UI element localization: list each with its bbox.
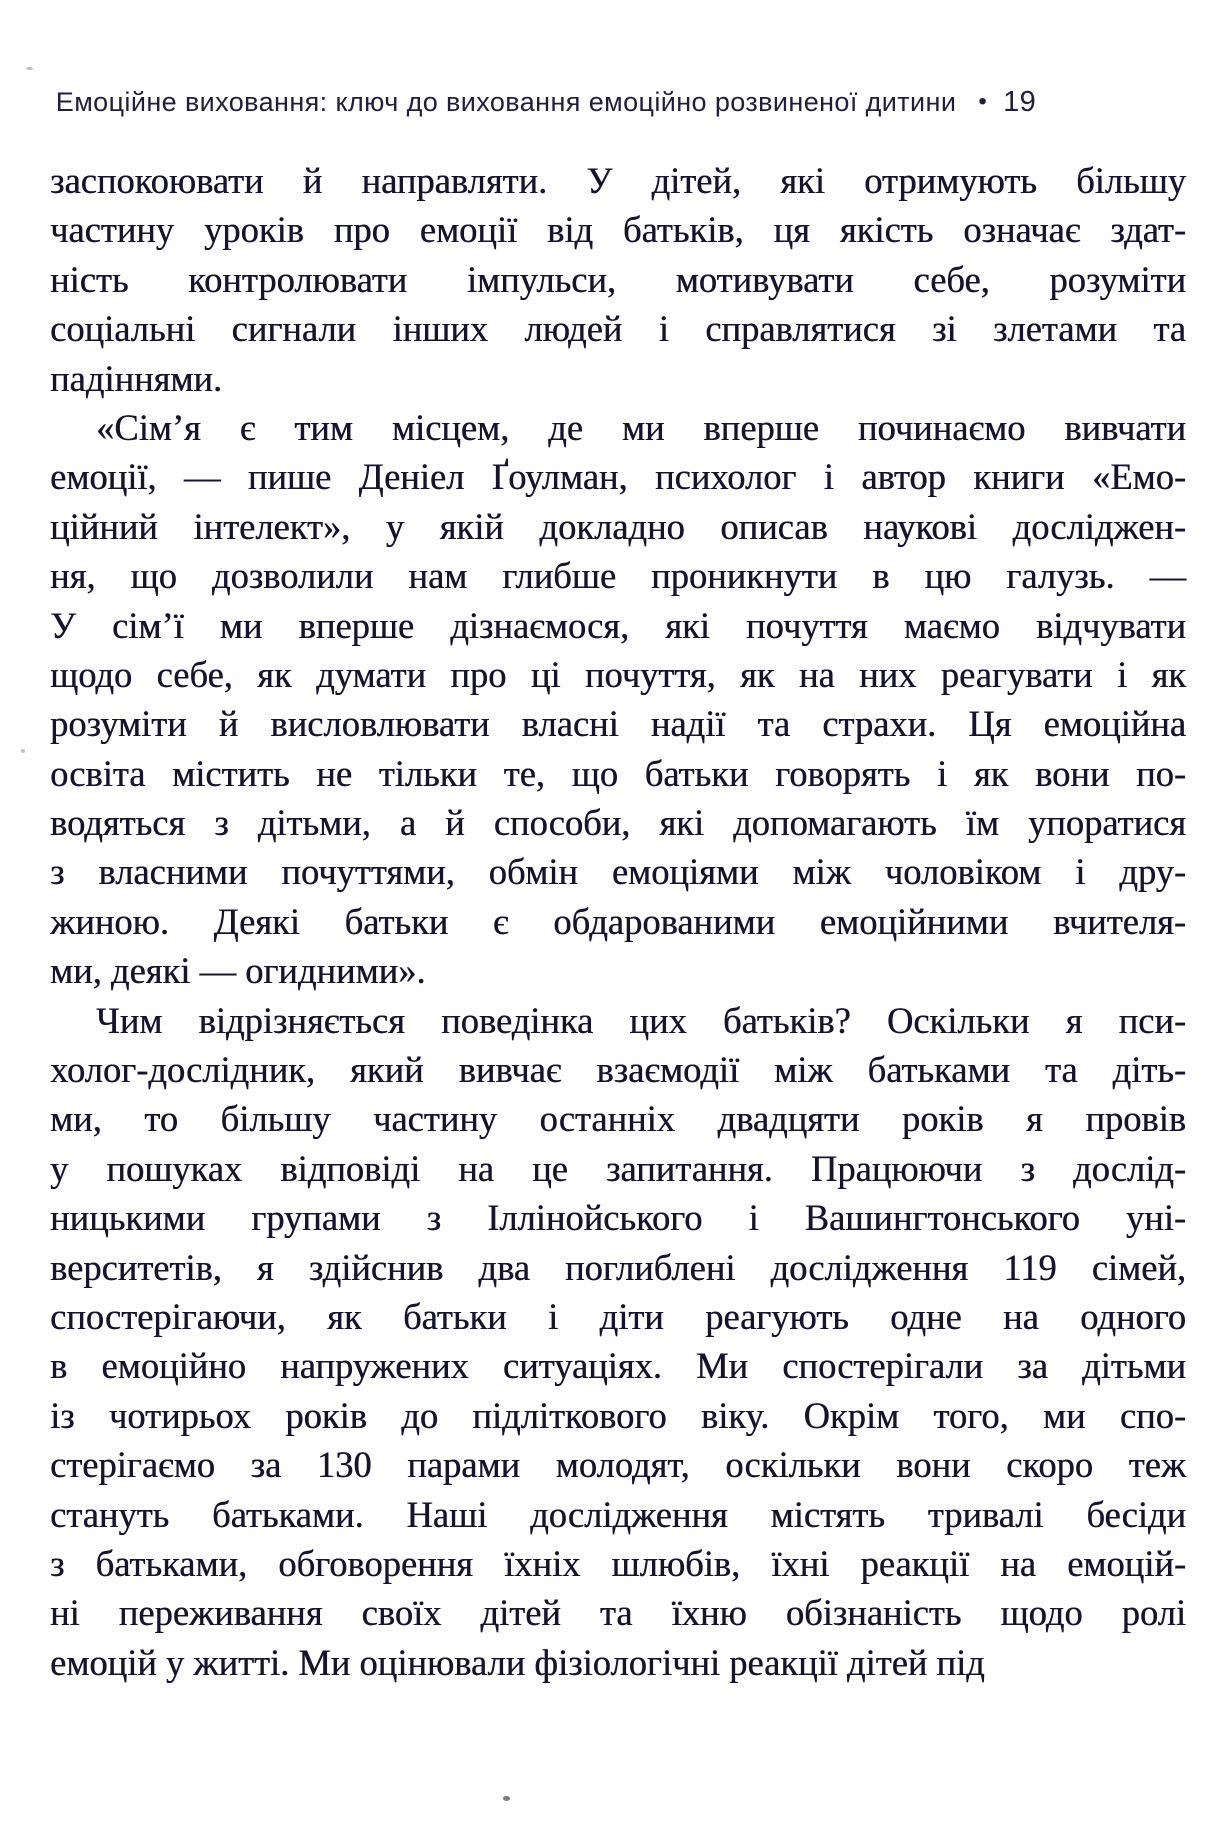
body-text <box>50 156 1186 1687</box>
text-line: частину уроків про емоції від батьків, ця якість означає здат- <box>50 209 1186 251</box>
text-line: із чотирьох років до підліткового віку. Окрім того, ми спо- <box>50 1394 1186 1436</box>
text-line: освіта містить не тільки те, що батьки говорять і як вони по- <box>50 752 1186 794</box>
text-line: верситетів, я здійснив два поглиблені дослідження 119 сімей, <box>50 1246 1186 1288</box>
text-line: ня, що дозволили нам глибше проникнути в цю галузь. — <box>50 555 1186 597</box>
text-line: емоції, — пише Деніел Ґоулман, психолог і автор книги «Емо- <box>50 456 1186 498</box>
scan-speck <box>26 67 33 70</box>
text-line: ницькими групами з Іллінойського і Вашингтонського уні- <box>50 1197 1186 1239</box>
text-line: з власними почуттями, обмін емоціями між чоловіком і дру- <box>50 851 1186 893</box>
text-line: стерігаємо за 130 парами молодят, оскільки вони скоро теж <box>50 1444 1186 1486</box>
text-line: водяться з дітьми, а й способи, які допомагають їм упоратися <box>50 802 1186 844</box>
text-line: у пошуках відповіді на це запитання. Працюючи з дослід- <box>50 1147 1186 1189</box>
text-line: ційний інтелект», у якій докладно описав наукові досліджен- <box>50 505 1186 547</box>
text-line: щодо себе, як думати про ці почуття, як на них реагувати і як <box>50 653 1186 695</box>
paragraph <box>50 156 1186 403</box>
text-line: Чим відрізняється поведінка цих батьків? Оскільки я пси- <box>96 999 1186 1041</box>
paragraph <box>50 403 1186 996</box>
bullet-separator-icon: • <box>978 88 988 115</box>
text-line: стануть батьками. Наші дослідження містять тривалі бесіди <box>50 1493 1186 1535</box>
text-line: «Сім’я є тим місцем, де ми вперше починаємо вивчати <box>96 406 1186 448</box>
text-line: емоцій у житті. Ми оцінювали фізіологічні реакції дітей під <box>50 1641 985 1683</box>
text-line: ми, то більшу частину останніх двадцяти років я провів <box>50 1098 1186 1140</box>
scan-speck <box>503 1796 510 1801</box>
text-line: розуміти й висловлювати власні надії та страхи. Ця емоційна <box>50 703 1186 745</box>
text-line: У сім’ї ми вперше дізнаємося, які почуття маємо відчувати <box>50 604 1186 646</box>
running-header <box>0 86 1092 119</box>
text-line: жиною. Деякі батьки є обдарованими емоційними вчителя- <box>50 900 1186 942</box>
text-line: спостерігаючи, як батьки і діти реагують одне на одного <box>50 1295 1186 1337</box>
text-line: падіннями. <box>50 357 223 399</box>
running-header-title: Емоційне виховання: ключ до виховання емоційно розвиненої дитини <box>55 87 957 117</box>
text-line: заспокоювати й направляти. У дітей, які отримують більшу <box>50 160 1186 201</box>
text-line: ми, деякі — огидними». <box>50 950 426 992</box>
page-number: 19 <box>1003 86 1037 118</box>
paragraph <box>50 996 1186 1687</box>
text-line: холог-дослідник, який вивчає взаємодії між батьками та діть- <box>50 1049 1186 1091</box>
text-line: ні переживання своїх дітей та їхню обізнаність щодо ролі <box>50 1592 1186 1634</box>
text-line: в емоційно напружених ситуаціях. Ми спостерігали за дітьми <box>50 1345 1186 1387</box>
text-line: соціальні сигнали інших людей і справлятися зі злетами та <box>50 308 1186 350</box>
scan-speck <box>21 749 25 753</box>
text-line: ність контролювати імпульси, мотивувати себе, розуміти <box>50 258 1186 300</box>
text-line: з батьками, обговорення їхніх шлюбів, їхні реакції на емоцій- <box>50 1542 1186 1584</box>
